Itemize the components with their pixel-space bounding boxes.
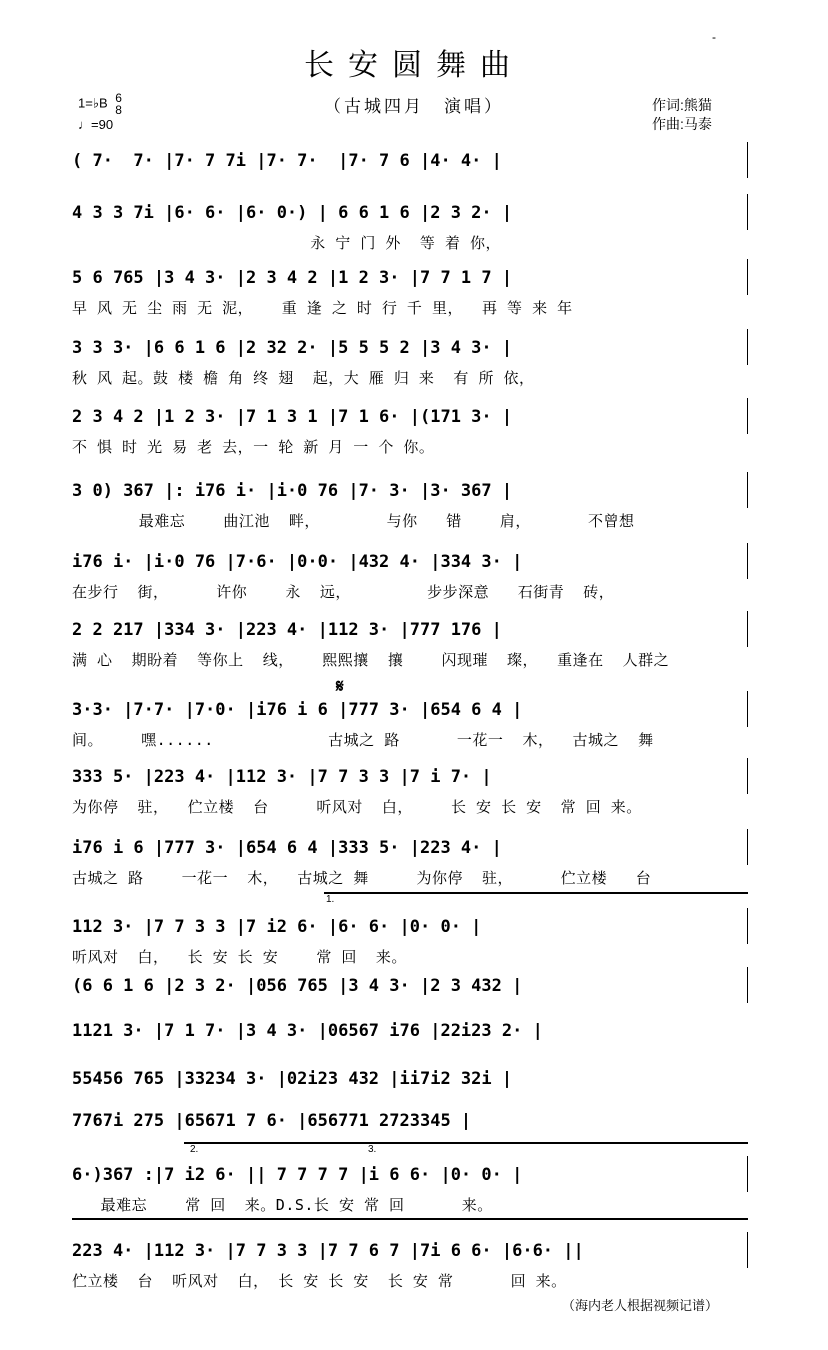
- song-title: 长安圆舞曲: [304, 49, 524, 82]
- barline: [747, 472, 749, 508]
- lyricist-credit: 作词:熊猫: [652, 97, 712, 113]
- key-label: 1=♭B: [78, 95, 108, 111]
- lyrics-line: 最难忘 曲江池 畔， 与你 错 肩， 不曾想: [72, 512, 635, 530]
- transcriber-note: （海内老人根据视频记谱）: [562, 1298, 719, 1313]
- score-row: [72, 549, 748, 577]
- barline: [747, 259, 749, 295]
- barline: [747, 329, 749, 365]
- score-row: [72, 914, 748, 942]
- notes-line: 3·3· |7·7· |7·0· |i76 i 6 |777 3· |654 6 4 |: [72, 700, 523, 720]
- corner-mark: -: [712, 30, 716, 44]
- third-ending-label: 3.: [368, 1144, 377, 1155]
- time-signature: [115, 92, 122, 116]
- score-row: [72, 200, 748, 228]
- notes-line: 55456 765 |33234 3· |02i23 432 |ii7i2 32i |: [72, 1069, 513, 1089]
- notes-line: 112 3· |7 7 3 3 |7 i2 6· |6· 6· |0· 0· |: [72, 917, 482, 937]
- lyrics-line: 为你停 驻， 伫立楼 台 听风对 白， 长 安 长 安 常 回 来。: [72, 798, 642, 816]
- volta-bracket-2: [184, 1142, 364, 1144]
- volta-bracket-1: [324, 892, 748, 894]
- segno-sign: 𝄋: [336, 676, 344, 696]
- notes-line: 223 4· |112 3· |7 7 3 3 |7 7 6 7 |7i 6 6· |6·6· ||: [72, 1241, 584, 1261]
- barline: [747, 758, 749, 794]
- lyrics-line: 不 惧 时 光 易 老 去，一 轮 新 月 一 个 你。: [72, 438, 435, 456]
- lyrics-line: 秋 风 起。鼓 楼 檐 角 终 翅 起，大 雁 归 来 有 所 依，: [72, 369, 535, 387]
- barline: [747, 543, 749, 579]
- performer-subtitle: （古城四月 演唱）: [324, 97, 504, 116]
- lyrics-line: 在步行 街， 许你 永 远， 步步深意 石街青 砖，: [72, 583, 615, 601]
- barline: [747, 194, 749, 230]
- score-row: [72, 835, 748, 863]
- lyrics-line: 满 心 期盼着 等你上 线， 熙熙攘 攘 闪现璀 璨， 重逢在 人群之: [72, 651, 670, 669]
- notes-line: i76 i· |i·0 76 |7·6· |0·0· |432 4· |334 3· |: [72, 552, 523, 572]
- barline: [747, 1156, 749, 1192]
- notes-line: 3 0) 367 |: i76 i· |i·0 76 |7· 3· |3· 367 |: [72, 481, 513, 501]
- score-row: [72, 335, 748, 363]
- key-signature: [78, 92, 122, 134]
- score-row: [72, 478, 748, 506]
- score-row: [72, 697, 748, 725]
- lyrics-line: 早 风 无 尘 雨 无 泥， 重 逢 之 时 行 千 里， 再 等 来 年: [72, 299, 573, 317]
- notes-line: (6 6 1 6 |2 3 2· |056 765 |3 4 3· |2 3 432 |: [72, 976, 523, 996]
- notes-line: 1121 3· |7 1 7· |3 4 3· |06567 i76 |22i23 2· |: [72, 1021, 543, 1041]
- composer-credit: 作曲:马泰: [652, 116, 712, 132]
- score-row: [72, 404, 748, 432]
- notes-line: 333 5· |223 4· |112 3· |7 7 3 3 |7 i 7· |: [72, 767, 492, 787]
- score-row: [72, 1162, 748, 1190]
- first-ending-label: 1.: [326, 894, 335, 905]
- score-row: [72, 973, 748, 1001]
- notes-line: 3 3 3· |6 6 1 6 |2 32 2· |5 5 5 2 |3 4 3· |: [72, 338, 513, 358]
- barline: [747, 398, 749, 434]
- lyrics-line: 最难忘 常 回 来。D.S.长 安 常 回 来。: [72, 1196, 493, 1214]
- meter-top: 6: [115, 91, 122, 105]
- barline: [747, 142, 749, 178]
- notes-line: 2 2 217 |334 3· |223 4· |112 3· |777 176 |: [72, 620, 502, 640]
- lyrics-line: 听风对 白， 长 安 长 安 常 回 来。: [72, 948, 407, 966]
- notes-line: 2 3 4 2 |1 2 3· |7 1 3 1 |7 1 6· |(171 3· |: [72, 407, 513, 427]
- notes-line: 6·)367 :|7 i2 6· || 7 7 7 7 |i 6 6· |0· 0· |: [72, 1165, 523, 1185]
- barline: [747, 1232, 749, 1268]
- notes-line: ( 7· 7· |7· 7 7i |7· 7· |7· 7 6 |4· 4· |: [72, 151, 502, 171]
- barline: [747, 829, 749, 865]
- second-ending-label: 2.: [190, 1144, 199, 1155]
- score-row: [72, 1018, 748, 1046]
- notes-line: 4 3 3 7i |6· 6· |6· 0·) | 6 6 1 6 |2 3 2· |: [72, 203, 513, 223]
- notes-line: i76 i 6 |777 3· |654 6 4 |333 5· |223 4· |: [72, 838, 502, 858]
- lyrics-line: 永 宁 门 外 等 着 你，: [72, 234, 501, 252]
- score-row: [72, 1238, 748, 1266]
- tempo-marking: ♩=90: [78, 117, 114, 132]
- volta-bracket-3: [364, 1142, 748, 1144]
- score-row: [72, 764, 748, 792]
- notes-line: 7767i 275 |65671 7 6· |656771 2723345 |: [72, 1111, 472, 1131]
- score-row: [72, 1108, 748, 1136]
- lyrics-line: 古城之 路 一花一 木， 古城之 舞 为你停 驻， 伫立楼 台: [72, 869, 652, 887]
- score-row: [72, 617, 748, 645]
- barline: [747, 967, 749, 1003]
- notes-line: 5 6 765 |3 4 3· |2 3 4 2 |1 2 3· |7 7 1 7 |: [72, 268, 513, 288]
- barline: [747, 691, 749, 727]
- score-row: [72, 265, 748, 293]
- lyrics-line: [72, 1140, 748, 1164]
- score-row: [72, 1066, 748, 1094]
- lyrics-line: 伫立楼 台 听风对 白， 长 安 长 安 长 安 常 回 来。: [72, 1272, 567, 1290]
- barline: [747, 611, 749, 647]
- lyrics-line: 间。 嘿...... 古城之 路 一花一 木， 古城之 舞: [72, 731, 654, 749]
- credits: [652, 96, 712, 134]
- coda-line: [72, 1218, 748, 1220]
- barline: [747, 908, 749, 944]
- score-row: [72, 148, 748, 176]
- meter-bottom: 8: [115, 103, 122, 117]
